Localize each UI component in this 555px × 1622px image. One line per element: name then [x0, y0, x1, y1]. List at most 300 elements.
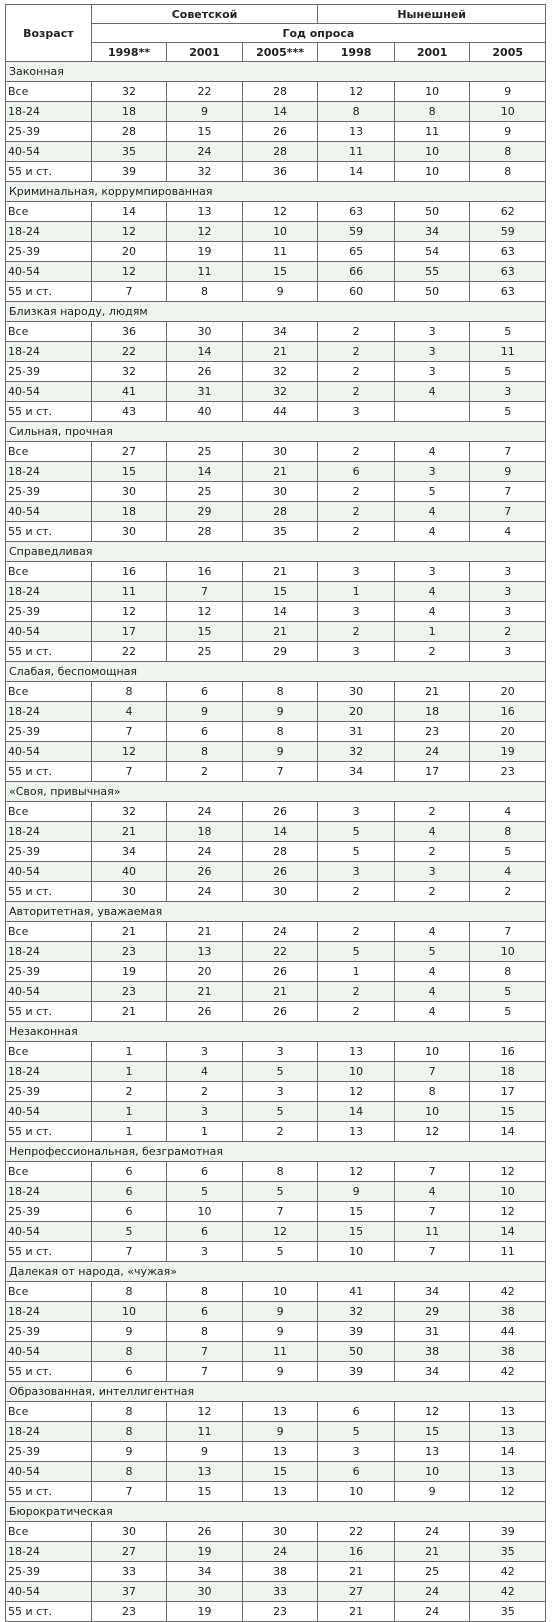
year-header: 2001	[394, 43, 470, 62]
value-cell: 59	[470, 222, 546, 242]
value-cell: 60	[318, 282, 395, 302]
value-cell: 26	[167, 1002, 243, 1022]
value-cell: 30	[167, 322, 243, 342]
value-cell: 6	[91, 1182, 167, 1202]
age-cell: 55 и ст.	[6, 522, 92, 542]
value-cell: 42	[470, 1362, 546, 1382]
group-header-row	[6, 662, 546, 682]
value-cell: 13	[242, 1402, 318, 1422]
value-cell: 1	[167, 1122, 243, 1142]
value-cell: 50	[318, 1342, 395, 1362]
value-cell: 1	[91, 1062, 167, 1082]
value-cell: 3	[318, 1442, 395, 1462]
age-cell: 18-24	[6, 102, 92, 122]
table-row	[6, 622, 546, 642]
value-cell: 30	[91, 482, 167, 502]
group-title: Авторитетная, уважаемая	[6, 902, 546, 922]
value-cell: 12	[167, 222, 243, 242]
value-cell: 3	[167, 1102, 243, 1122]
value-cell: 13	[318, 1042, 395, 1062]
value-cell: 12	[318, 1162, 395, 1182]
value-cell: 15	[167, 122, 243, 142]
value-cell: 4	[394, 582, 470, 602]
value-cell: 9	[242, 1302, 318, 1322]
table-row	[6, 102, 546, 122]
value-cell: 3	[394, 462, 470, 482]
value-cell: 30	[318, 682, 395, 702]
value-cell: 9	[167, 102, 243, 122]
table-row	[6, 602, 546, 622]
value-cell: 13	[167, 1462, 243, 1482]
age-cell: 25-39	[6, 1082, 92, 1102]
value-cell: 2	[318, 362, 395, 382]
value-cell: 5	[91, 1222, 167, 1242]
value-cell: 30	[242, 442, 318, 462]
value-cell: 63	[470, 262, 546, 282]
value-cell: 34	[167, 1562, 243, 1582]
value-cell: 2	[318, 882, 395, 902]
value-cell: 14	[91, 202, 167, 222]
value-cell: 13	[318, 122, 395, 142]
value-cell: 12	[470, 1162, 546, 1182]
value-cell: 22	[167, 82, 243, 102]
value-cell: 26	[167, 1522, 243, 1542]
value-cell: 6	[167, 1222, 243, 1242]
value-cell: 15	[167, 622, 243, 642]
value-cell: 30	[242, 882, 318, 902]
value-cell: 14	[167, 342, 243, 362]
value-cell: 28	[242, 142, 318, 162]
value-cell: 15	[242, 582, 318, 602]
value-cell: 20	[470, 722, 546, 742]
year-header: 1998**	[91, 43, 167, 62]
value-cell: 65	[318, 242, 395, 262]
value-cell: 26	[167, 362, 243, 382]
table-row	[6, 702, 546, 722]
value-cell: 20	[91, 242, 167, 262]
age-cell: 25-39	[6, 122, 92, 142]
value-cell: 11	[242, 1342, 318, 1362]
value-cell: 8	[91, 1462, 167, 1482]
value-cell	[394, 402, 470, 422]
value-cell: 54	[394, 242, 470, 262]
value-cell: 3	[470, 602, 546, 622]
value-cell: 4	[470, 862, 546, 882]
value-cell: 4	[394, 1182, 470, 1202]
value-cell: 28	[242, 502, 318, 522]
value-cell: 18	[91, 502, 167, 522]
value-cell: 24	[242, 922, 318, 942]
value-cell: 21	[167, 982, 243, 1002]
value-cell: 12	[394, 1122, 470, 1142]
value-cell: 3	[318, 642, 395, 662]
value-cell: 5	[470, 322, 546, 342]
table-row	[6, 842, 546, 862]
value-cell: 3	[318, 862, 395, 882]
value-cell: 2	[394, 802, 470, 822]
value-cell: 62	[470, 202, 546, 222]
value-cell: 9	[91, 1322, 167, 1342]
value-cell: 35	[91, 142, 167, 162]
value-cell: 14	[470, 1222, 546, 1242]
age-cell: 25-39	[6, 242, 92, 262]
value-cell: 9	[242, 1362, 318, 1382]
group-header-row	[6, 1382, 546, 1402]
value-cell: 19	[167, 242, 243, 262]
value-cell: 6	[91, 1162, 167, 1182]
value-cell: 24	[394, 1522, 470, 1542]
value-cell: 9	[470, 462, 546, 482]
value-cell: 20	[167, 962, 243, 982]
value-cell: 10	[394, 1102, 470, 1122]
value-cell: 22	[91, 642, 167, 662]
value-cell: 21	[318, 1602, 395, 1622]
value-cell: 8	[470, 162, 546, 182]
table-row	[6, 582, 546, 602]
table-row	[6, 962, 546, 982]
table-row	[6, 442, 546, 462]
value-cell: 4	[394, 922, 470, 942]
value-cell: 32	[91, 362, 167, 382]
value-cell: 3	[470, 382, 546, 402]
age-cell: 25-39	[6, 1562, 92, 1582]
value-cell: 4	[394, 602, 470, 622]
value-cell: 7	[394, 1062, 470, 1082]
value-cell: 30	[242, 482, 318, 502]
value-cell: 21	[242, 982, 318, 1002]
age-cell: Все	[6, 442, 92, 462]
value-cell: 34	[394, 1362, 470, 1382]
value-cell: 2	[318, 1002, 395, 1022]
value-cell: 2	[394, 882, 470, 902]
value-cell: 10	[394, 82, 470, 102]
age-cell: 25-39	[6, 962, 92, 982]
value-cell: 9	[242, 282, 318, 302]
group-header-row	[6, 1502, 546, 1522]
value-cell: 2	[470, 622, 546, 642]
value-cell: 3	[470, 582, 546, 602]
table-row	[6, 1082, 546, 1102]
value-cell: 34	[318, 762, 395, 782]
value-cell: 10	[394, 1042, 470, 1062]
value-cell: 24	[167, 142, 243, 162]
value-cell: 24	[242, 1542, 318, 1562]
value-cell: 9	[470, 122, 546, 142]
age-cell: 25-39	[6, 602, 92, 622]
value-cell: 30	[91, 522, 167, 542]
age-header: Возраст	[6, 5, 92, 62]
table-row	[6, 1402, 546, 1422]
table-row	[6, 322, 546, 342]
value-cell: 20	[470, 682, 546, 702]
value-cell: 8	[242, 722, 318, 742]
value-cell: 39	[318, 1362, 395, 1382]
value-cell: 19	[470, 742, 546, 762]
value-cell: 12	[242, 1222, 318, 1242]
value-cell: 21	[91, 1002, 167, 1022]
value-cell: 9	[242, 1422, 318, 1442]
value-cell: 5	[318, 842, 395, 862]
age-cell: 18-24	[6, 822, 92, 842]
table-header	[6, 5, 546, 62]
value-cell: 27	[91, 1542, 167, 1562]
table-row	[6, 142, 546, 162]
table-row	[6, 502, 546, 522]
value-cell: 42	[470, 1562, 546, 1582]
table-row	[6, 982, 546, 1002]
table-row	[6, 1182, 546, 1202]
table-body	[6, 62, 546, 1622]
table-row	[6, 522, 546, 542]
value-cell: 4	[394, 982, 470, 1002]
value-cell: 9	[394, 1482, 470, 1502]
table-row	[6, 1482, 546, 1502]
table-row	[6, 1462, 546, 1482]
value-cell: 11	[394, 1222, 470, 1242]
table-row	[6, 1582, 546, 1602]
value-cell: 35	[470, 1602, 546, 1622]
value-cell: 24	[394, 1602, 470, 1622]
table-row	[6, 262, 546, 282]
age-cell: Все	[6, 1162, 92, 1182]
value-cell: 8	[470, 822, 546, 842]
group-header-row	[6, 902, 546, 922]
value-cell: 2	[318, 482, 395, 502]
value-cell: 11	[167, 262, 243, 282]
age-cell: 40-54	[6, 262, 92, 282]
value-cell: 10	[91, 1302, 167, 1322]
value-cell: 22	[242, 942, 318, 962]
value-cell: 2	[318, 982, 395, 1002]
value-cell: 32	[167, 162, 243, 182]
value-cell: 36	[91, 322, 167, 342]
table-row	[6, 562, 546, 582]
age-cell: 40-54	[6, 862, 92, 882]
value-cell: 8	[242, 682, 318, 702]
age-cell: 25-39	[6, 362, 92, 382]
value-cell: 21	[91, 922, 167, 942]
value-cell: 2	[394, 642, 470, 662]
value-cell: 7	[167, 582, 243, 602]
table-row	[6, 1302, 546, 1322]
table-row	[6, 1522, 546, 1542]
age-cell: Все	[6, 1402, 92, 1422]
value-cell: 17	[91, 622, 167, 642]
value-cell: 28	[242, 842, 318, 862]
value-cell: 12	[318, 82, 395, 102]
value-cell: 5	[394, 942, 470, 962]
value-cell: 2	[470, 882, 546, 902]
value-cell: 39	[91, 162, 167, 182]
value-cell: 14	[470, 1442, 546, 1462]
value-cell: 21	[242, 562, 318, 582]
value-cell: 7	[470, 922, 546, 942]
value-cell: 42	[470, 1582, 546, 1602]
group-title: Сильная, прочная	[6, 422, 546, 442]
value-cell: 8	[91, 682, 167, 702]
value-cell: 21	[167, 922, 243, 942]
value-cell: 5	[470, 842, 546, 862]
group-header-row	[6, 1022, 546, 1042]
value-cell: 6	[318, 1462, 395, 1482]
value-cell: 3	[470, 562, 546, 582]
value-cell: 10	[394, 162, 470, 182]
value-cell: 2	[91, 1082, 167, 1102]
value-cell: 8	[394, 102, 470, 122]
age-cell: Все	[6, 1522, 92, 1542]
group-header-row	[6, 542, 546, 562]
value-cell: 25	[167, 442, 243, 462]
age-cell: 55 и ст.	[6, 762, 92, 782]
value-cell: 32	[318, 1302, 395, 1322]
value-cell: 5	[318, 822, 395, 842]
value-cell: 20	[318, 702, 395, 722]
table-row	[6, 942, 546, 962]
value-cell: 39	[470, 1522, 546, 1542]
value-cell: 21	[242, 342, 318, 362]
table-row	[6, 1062, 546, 1082]
age-cell: 18-24	[6, 1182, 92, 1202]
value-cell: 3	[318, 802, 395, 822]
value-cell: 41	[91, 382, 167, 402]
year-header: 2005***	[242, 43, 318, 62]
value-cell: 5	[167, 1182, 243, 1202]
value-cell: 10	[318, 1062, 395, 1082]
value-cell: 18	[167, 822, 243, 842]
value-cell: 36	[242, 162, 318, 182]
age-cell: 55 и ст.	[6, 1242, 92, 1262]
age-cell: Все	[6, 1282, 92, 1302]
value-cell: 4	[91, 702, 167, 722]
table-row	[6, 362, 546, 382]
value-cell: 29	[242, 642, 318, 662]
value-cell: 21	[318, 1562, 395, 1582]
table-row	[6, 162, 546, 182]
value-cell: 13	[470, 1462, 546, 1482]
group-header-row	[6, 62, 546, 82]
age-cell: 55 и ст.	[6, 1482, 92, 1502]
value-cell: 2	[394, 842, 470, 862]
value-cell: 28	[167, 522, 243, 542]
value-cell: 23	[394, 722, 470, 742]
value-cell: 15	[318, 1202, 395, 1222]
survey-year-header: Год опроса	[91, 24, 545, 43]
value-cell: 29	[167, 502, 243, 522]
age-cell: Все	[6, 682, 92, 702]
age-cell: 18-24	[6, 222, 92, 242]
value-cell: 34	[394, 1282, 470, 1302]
value-cell: 7	[91, 1242, 167, 1262]
value-cell: 7	[242, 762, 318, 782]
value-cell: 10	[394, 142, 470, 162]
age-cell: 18-24	[6, 1062, 92, 1082]
value-cell: 25	[167, 482, 243, 502]
value-cell: 12	[394, 1402, 470, 1422]
value-cell: 24	[394, 742, 470, 762]
value-cell: 24	[394, 1582, 470, 1602]
value-cell: 41	[318, 1282, 395, 1302]
table-row	[6, 802, 546, 822]
value-cell: 5	[242, 1242, 318, 1262]
value-cell: 10	[318, 1482, 395, 1502]
age-cell: 40-54	[6, 142, 92, 162]
age-cell: Все	[6, 322, 92, 342]
group-title: Законная	[6, 62, 546, 82]
age-cell: Все	[6, 202, 92, 222]
value-cell: 14	[242, 822, 318, 842]
value-cell: 26	[167, 862, 243, 882]
value-cell: 17	[470, 1082, 546, 1102]
value-cell: 10	[470, 102, 546, 122]
table-row	[6, 862, 546, 882]
table-row	[6, 462, 546, 482]
value-cell: 12	[91, 222, 167, 242]
value-cell: 15	[242, 262, 318, 282]
value-cell: 2	[318, 622, 395, 642]
value-cell: 15	[167, 1482, 243, 1502]
value-cell: 50	[394, 202, 470, 222]
table-row	[6, 1202, 546, 1222]
value-cell: 7	[394, 1202, 470, 1222]
value-cell: 11	[318, 142, 395, 162]
group-header-row	[6, 782, 546, 802]
value-cell: 40	[91, 862, 167, 882]
value-cell: 7	[470, 482, 546, 502]
value-cell: 11	[167, 1422, 243, 1442]
age-cell: 40-54	[6, 1462, 92, 1482]
value-cell: 16	[470, 1042, 546, 1062]
value-cell: 8	[318, 102, 395, 122]
value-cell: 28	[242, 82, 318, 102]
value-cell: 2	[318, 322, 395, 342]
value-cell: 33	[242, 1582, 318, 1602]
value-cell: 26	[242, 1002, 318, 1022]
value-cell: 27	[318, 1582, 395, 1602]
value-cell: 14	[318, 162, 395, 182]
value-cell: 26	[242, 962, 318, 982]
value-cell: 3	[167, 1042, 243, 1062]
value-cell: 12	[167, 602, 243, 622]
value-cell: 35	[470, 1542, 546, 1562]
value-cell: 26	[242, 122, 318, 142]
value-cell: 23	[91, 1602, 167, 1622]
table-row	[6, 762, 546, 782]
table-row	[6, 1342, 546, 1362]
group-title: Непрофессиональная, безграмотная	[6, 1142, 546, 1162]
value-cell: 4	[394, 962, 470, 982]
age-cell: 25-39	[6, 1442, 92, 1462]
value-cell: 12	[91, 602, 167, 622]
value-cell: 30	[91, 1522, 167, 1542]
value-cell: 50	[394, 282, 470, 302]
table-row	[6, 1122, 546, 1142]
age-cell: 18-24	[6, 702, 92, 722]
value-cell: 55	[394, 262, 470, 282]
value-cell: 7	[167, 1342, 243, 1362]
age-cell: 40-54	[6, 1222, 92, 1242]
value-cell: 8	[470, 142, 546, 162]
value-cell: 1	[91, 1102, 167, 1122]
value-cell: 7	[167, 1362, 243, 1382]
value-cell: 29	[394, 1302, 470, 1322]
age-cell: 55 и ст.	[6, 642, 92, 662]
age-cell: 55 и ст.	[6, 282, 92, 302]
value-cell: 3	[470, 642, 546, 662]
value-cell: 6	[91, 1202, 167, 1222]
value-cell: 5	[470, 362, 546, 382]
age-cell: 40-54	[6, 982, 92, 1002]
table-row	[6, 1422, 546, 1442]
